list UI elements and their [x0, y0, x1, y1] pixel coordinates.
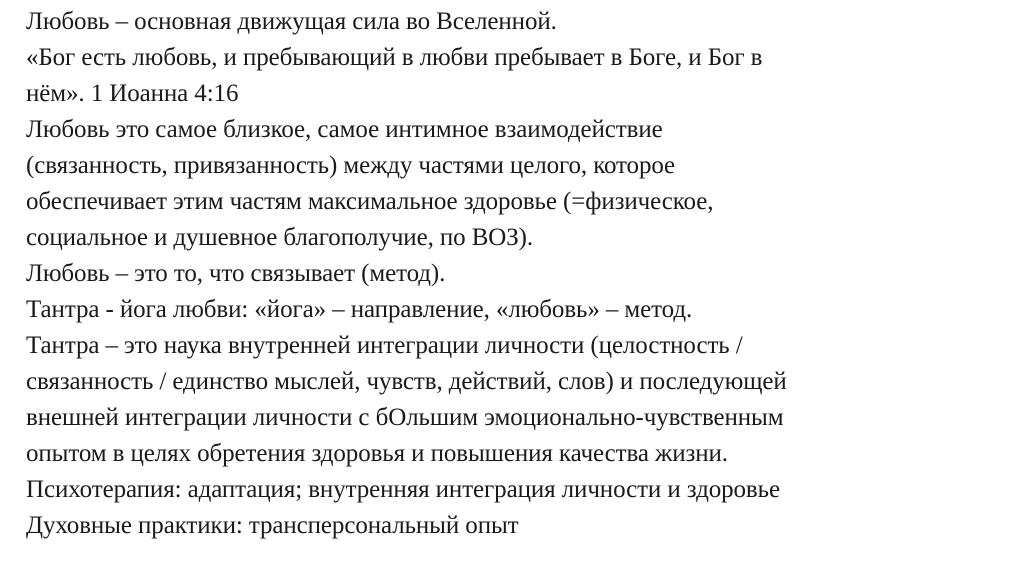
- text-line-11: связанность / единство мыслей, чувств, действий, слов) и последующей: [26, 368, 787, 395]
- text-line-14: Психотерапия: адаптация; внутренняя интеграция личности и здоровье: [26, 476, 780, 503]
- text-line-4: Любовь это самое близкое, самое интимное взаимодействие: [26, 116, 663, 143]
- text-line-12: внешней интеграции личности с бОльшим эмоционально-чувственным: [26, 404, 784, 431]
- text-line-1: Любовь – основная движущая сила во Вселенной.: [26, 8, 557, 35]
- text-line-10: Тантра – это наука внутренней интеграции личности (целостность /: [26, 332, 743, 359]
- text-line-3: нём». 1 Иоанна 4:16: [26, 80, 239, 107]
- text-line-5: (связанность, привязанность) между частями целого, которое: [26, 152, 676, 179]
- text-line-7: социальное и душевное благополучие, по ВОЗ).: [26, 224, 534, 251]
- text-line-8: Любовь – это то, что связывает (метод).: [26, 260, 446, 287]
- text-line-15: Духовные практики: трансперсональный опыт: [26, 512, 519, 539]
- text-line-13: опытом в целях обретения здоровья и повышения качества жизни.: [26, 440, 728, 467]
- text-line-6: обеспечивает этим частям максимальное здоровье (=физическое,: [26, 188, 714, 215]
- text-line-2: «Бог есть любовь, и пребывающий в любви пребывает в Боге, и Бог в: [26, 44, 763, 71]
- slide-text: [26, 4, 1004, 544]
- text-line-9: Тантра - йога любви: «йога» – направление, «любовь» – метод.: [26, 296, 693, 323]
